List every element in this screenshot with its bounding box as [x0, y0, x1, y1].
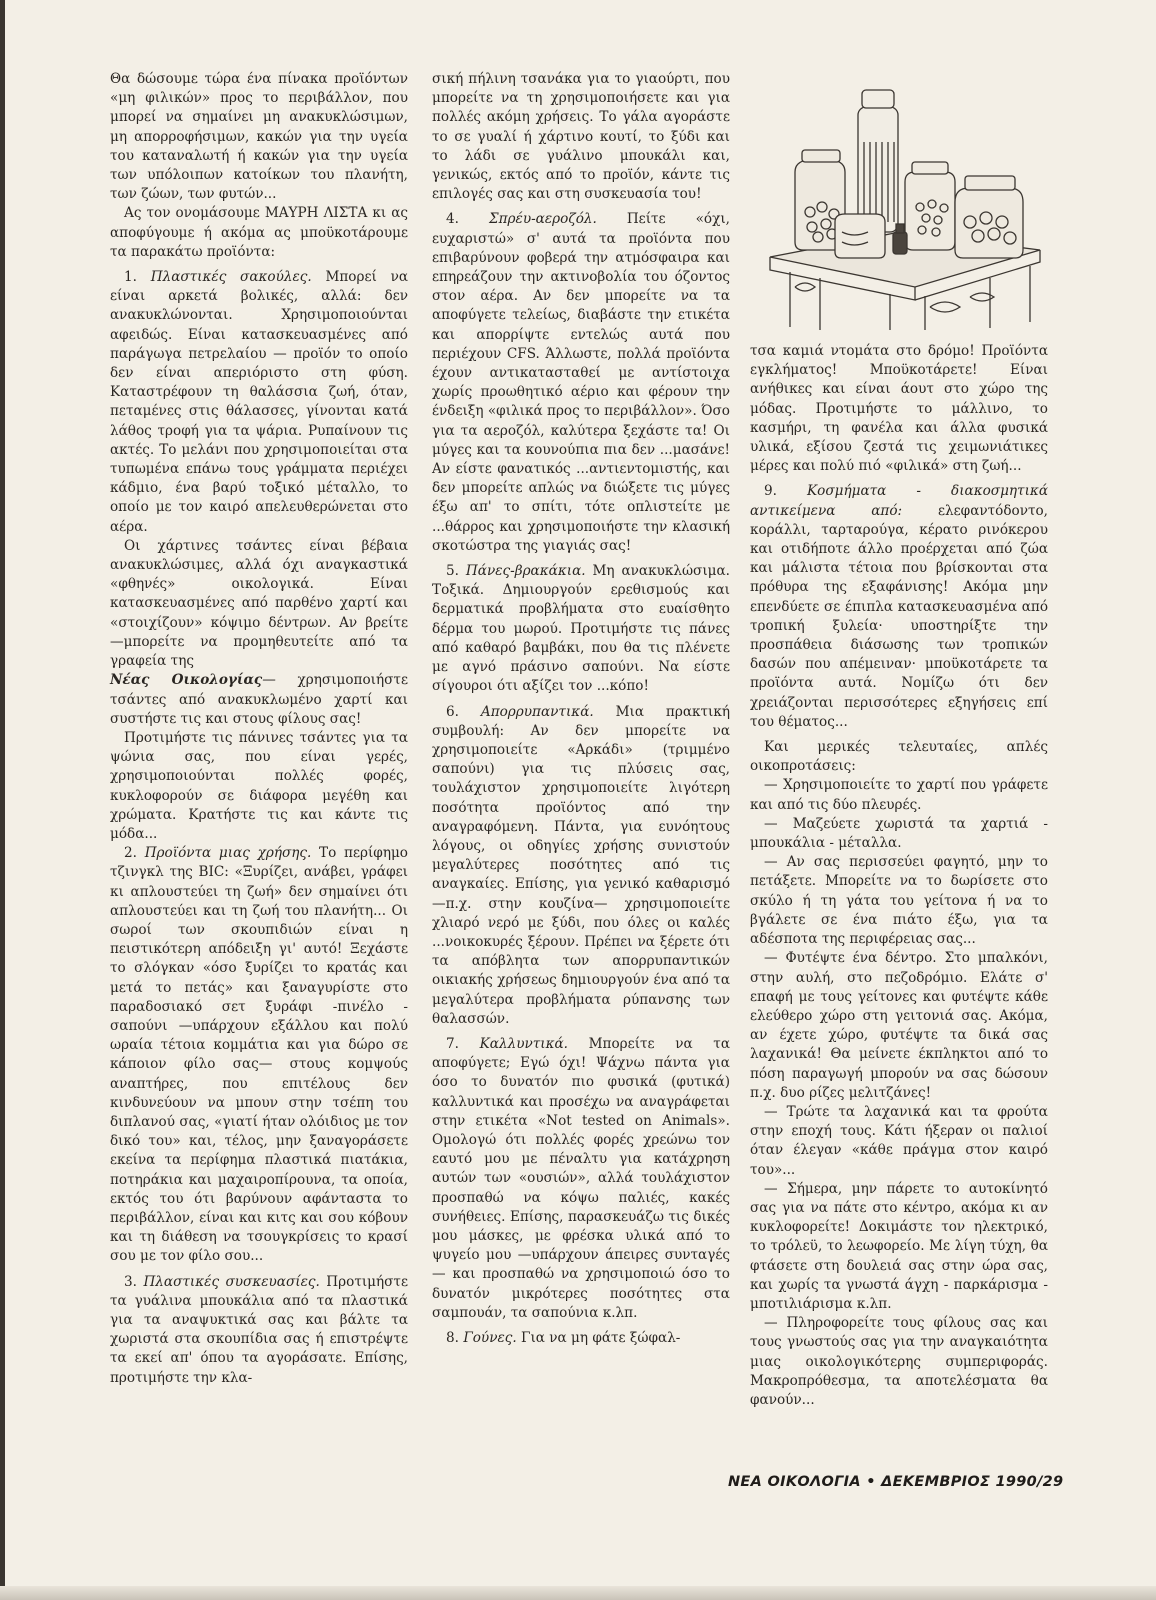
text-column-1	[110, 70, 408, 1388]
tip-item: — Τρώτε τα λαχανικά και τα φρούτα στην εποχή τους. Κάτι ήξεραν οι παλιοί όταν έλεγαν «κάθε πράγμα στον καιρό του»...	[750, 1103, 1048, 1178]
tip-item: — Πληροφορείτε τους φίλους σας και τους γνωστούς σας για την αναγκαιότητα μιας οικολογικότερης συμπεριφοράς. Μακροπρόθεσμα, τα αποτελέσματα θα φανούν...	[750, 1315, 1048, 1408]
list-item: 8. Γούνες. Για να μη φάτε ξώφαλ-	[446, 1330, 681, 1346]
paragraph: Ας τον ονομάσουμε ΜΑΥΡΗ ΛΙΣΤΑ κι ας αποφύγουμε ή ακόμα ας μποϋκοτάρουμε τα παρακάτω προϊόντα:	[110, 205, 408, 260]
tip-item: — Φυτέψτε ένα δέντρο. Στο μπαλκόνι, στην αυλή, στο πεζοδρόμιο. Ελάτε σ' επαφή με τους γείτονες και φυτέψτε κάθε ελεύθερο χώρο στη γειτονιά σας. Ακόμα, αν έχετε χώρο, φυτέψτε τα δικά σας λαχανικά! Θα μείνετε έκπληκτοι από το πόση παραγωγή μπορούν να σας δώσουν π.χ. δυο ρίζες μελιτζάνες!	[750, 950, 1048, 1101]
item-title: Κοσμήματα - διακοσμητικά αντικείμενα από:	[750, 483, 1049, 519]
list-item: 1. Πλαστικές σακούλες. Μπορεί να είναι αρκετά βολικές, αλλά: δεν ανακυκλώνονται. Χρησιμοποιούνται αφειδώς. Είναι κατασκευασμένες από παράγωγα πετρελαίου — προϊόν το οποίο δεν είναι απεριόριστο στη φύση. Καταστρέφουν τη θαλάσσια ζωή, όταν, πεταμένες στις θάλασσες, γίνονται κατά λάθος τροφή για τα ψάρια. Ρυπαίνουν τις ακτές. Το μελάνι που χρησιμοποιείται στα τυπωμένα επάνω τους γράμματα περιέχει κάδμιο, ένα βαρύ τοξικό μέταλλο, το οποίο με τον καιρό απελευθερώνεται στο αέρα.	[110, 269, 409, 535]
scan-bottom-edge	[0, 1586, 1156, 1600]
jars-shelf-illustration	[750, 82, 1050, 332]
paragraph: σική πήλινη τσανάκα για το γιαούρτι, που μπορείτε να τη χρησιμοποιήσετε και για πολλές ακόμη χρήσεις. Το γάλα αγοράστε το σε γυαλί ή χάρτινο κουτί, το ξύδι και το λάδι σε γυάλινο μπουκάλι και, γενικώς, εκτός από το προϊόν, κάντε τις επιλογές σας και στη συσκευασία του!	[432, 71, 730, 203]
list-item: 3. Πλαστικές συσκευασίες. Προτιμήστε τα γυάλινα μπουκάλια από τα πλαστικά για τα αναψυκτικά σας και βάλτε τα χωριστά στα σκουπίδια σας ή επιστρέψτε τα εκεί απ' όπου τα αγοράσατε. Επίσης, προτιμήστε την κλα-	[110, 1273, 408, 1386]
paragraph: Νέας Οικολογίας— χρησιμοποιήστε τσάντες από ανακυκλωμένο χαρτί και συστήστε τις και στους φίλους σας!	[110, 672, 408, 727]
item-title: Γούνες.	[463, 1330, 517, 1346]
list-item: 9. Κοσμήματα - διακοσμητικά αντικείμενα από: ελεφαντόδοντο, κοράλλι, ταρταρούγα, κέρατο ρινόκερου και οτιδήποτε άλλο προέρχεται από ζώα και μάλιστα τέτοια που βρίσκονται στα πρόθυρα της εξαφάνισης! Ακόμα μην επενδύετε σε έπιπλα κατασκευασμένα από τροπική ξυλεία· υποστηρίξτε την προσπάθεια διάσωσης των τροπικών δασών που απέμειναν· μποϋκοτάρετε τα προϊόντα αυτά. Νομίζω ότι δεν χρειάζονται περισσότερες εξηγήσεις επί του θέματος...	[750, 483, 1049, 730]
item-title: Σπρέυ-αεροζόλ.	[488, 211, 597, 228]
page-footer: ΝΕΑ ΟΙΚΟΛΟΓΙΑ • ΔΕΚΕΜΒΡΙΟΣ 1990/29	[728, 1474, 1064, 1490]
text-column-2	[432, 70, 730, 1348]
text-column-3	[750, 342, 1048, 1410]
list-item: 7. Καλλυντικά. Μπορείτε να τα αποφύγετε; Εγώ όχι! Ψάχνω πάντα για όσο το δυνατόν πιο φυσικά (φυτικά) καλλυντικά και προσέχω να αναγράφεται στην ετικέτα «Not tested on Animals». Ομολογώ ότι πολλές φορές χρεώνω τον εαυτό μου με πέναλτυ για κατάχρηση αυτών των «ουσιών», αλλά τουλάχιστον προσπαθώ να κόψω παλιές, κακές συνήθειες. Επίσης, παρασκευάζω τις δικές μου μάσκες, με φρέσκα υλικά από το ψυγείο μου —υπάρχουν άπειρες συνταγές— και προσπαθώ να χρησιμοποιώ όσο το δυνατόν μικρότερες ποσότητες στα σαμπουάν, τα σαπούνια κ.λπ.	[432, 1035, 730, 1321]
item-title: Πλαστικές σακούλες.	[150, 269, 312, 286]
list-item: 2. Προϊόντα μιας χρήσης. Το περίφημο τζινγκλ της BIC: «Ξυρίζει, ανάβει, γράφει κι απλουστεύει τη ζωή» δεν σημαίνει ότι απλουστεύει και τη ζωή του πλανήτη... Οι σωροί των σκουπιδιών είναι η πειστικότερη απόδειξη γι' αυτό! Ξεχάστε το σλόγκαν «όσο ξυρίζει το κρατάς και μετά το πετάς» και ξαναγυρίστε στο παραδοσιακό σετ ξυράφι -πινέλο - σαπούνι —υπάρχουν εξάλλου και πολύ ωραία τέτοια κομμάτια και για δώρο σε κάποιον φίλο σας— στους κομψούς αναπτήρες, που επιτέλους δεν κινδυνεύουν να μπουν στην τσέπη του διπλανού σας, «γιατί ήταν ολόιδιος με τον δικό του» και, τέλος, μην ξαναγοράσετε εκείνα τα περίφημα πλαστικά πιατάκια, ποτηράκια και μαχαιροπίρουνα, τα οποία, εκτός του ότι βαρύνουν αφάνταστα το περιβάλλον, είναι και κιτς και σου κόβουν και τη διάθεση να τσουγκρίσεις το κρασί σου με τον φίλο σου...	[110, 845, 408, 1265]
item-title: Απορρυπαντικά.	[480, 703, 594, 720]
paragraph: Και μερικές τελευταίες, απλές οικοπροτάσεις:	[750, 739, 1048, 775]
magazine-name: Νέας Οικολογίας	[110, 672, 263, 689]
tip-item: — Μαζεύετε χωριστά τα χαρτιά - μπουκάλια - μέταλλα.	[750, 815, 1048, 852]
item-title: Προϊόντα μιας χρήσης.	[144, 845, 312, 862]
tip-item: — Σήμερα, μην πάρετε το αυτοκίνητό σας για να πάτε στο κέντρο, ακόμα κι αν κυκλοφορείτε! Δοκιμάστε τον ηλεκτρικό, το τρόλεϋ, το λεωφορείο. Με λίγη τύχη, θα φτάσετε στη δουλειά σας στην ώρα σας, και χωρίς τα γνωστά άγχη - παρκάρισμα - μποτιλιάρισμα κ.λπ.	[750, 1180, 1048, 1312]
list-item: 4. Σπρέυ-αεροζόλ. Πείτε «όχι, ευχαριστώ» σ' αυτά τα προϊόντα που επιβαρύνουν φοβερά την ατμόσφαιρα και επηρεάζουν την ακτινοβολία του όζοντος στον αέρα. Αν δεν μπορείτε να τα αποφύγετε τελείως, διαβάστε την ετικέτα και απορρίψτε εντελώς αυτά που περιέχουν CFS. Άλλωστε, πολλά προϊόντα έχουν αντικατασταθεί με αντίστοιχα χωρίς προωθητικό αέριο και φέρουν την ένδειξη «φιλικά προς το περιβάλλον». Όσο για τα αεροζόλ, καλύτερα ξεχάστε τα! Οι μύγες και τα κουνούπια πια δεν ...μασάνε! Αν είστε φανατικός ...αντιεντομιστής, και δεν μπορείτε απλώς να διώξετε τις μύγες έξω απ' το σπίτι, τότε οπλιστείτε με ...θάρρος και χρησιμοποιήστε την κλασική σκοτώστρα της γιαγιάς σας!	[432, 211, 730, 554]
tip-item: — Αν σας περισσεύει φαγητό, μην το πετάξετε. Μπορείτε να το δωρίσετε στο σκύλο ή τη γάτα του γείτονα ή να το βγάλετε σε ένα πιάτο έξω, για τα αδέσποτα της περιφέρειας σας...	[750, 854, 1048, 948]
paragraph: Οι χάρτινες τσάντες είναι βέβαια ανακυκλώσιμες, αλλά όχι αναγκαστικά «φθηνές» οικολογικά. Είναι κατασκευασμένες από παρθένο χαρτί και «στοιχίζουν» κόψιμο δέντρων. Αν βρείτε —μπορείτε να προμηθευτείτε από τα γραφεία της	[110, 537, 408, 670]
paragraph: Προτιμήστε τις πάνινες τσάντες για τα ψώνια σας, που είναι γερές, χρησιμοποιούνται πολλές φορές, κυκλοφορούν σε διάφορα μεγέθη και χρώματα. Κρατήστε τις και κάντε τις μόδα...	[110, 729, 408, 842]
item-title: Πάνες-βρακάκια.	[465, 563, 586, 580]
tip-item: — Χρησιμοποιείτε το χαρτί που γράφετε και από τις δύο πλευρές.	[750, 777, 1048, 813]
paragraph: τσα καμιά ντομάτα στο δρόμο! Προϊόντα εγκλήματος! Μποϋκοτάρετε! Είναι ανήθικες και είναι άουτ στο χώρο της μόδας. Προτιμήστε το μάλλινο, το κασμήρι, τη φανέλα και άλλα φυσικά υλικά, εξίσου ζεστά τις χειμωνιάτικες μέρες και πολύ πιό «φιλικά» στη ζωή...	[750, 343, 1048, 475]
item-title: Καλλυντικά.	[479, 1035, 568, 1052]
item-title: Πλαστικές συσκευασίες.	[143, 1273, 320, 1290]
list-item: 5. Πάνες-βρακάκια. Μη ανακυκλώσιμα. Τοξικά. Δημιουργούν ερεθισμούς και δερματικά προβλήματα στο ευαίσθητο δέρμα του μωρού. Προτιμήστε τις πάνες από καθαρό βαμβάκι, που θα τις πλένετε με αγνό πράσινο σαπούνι. Να είστε σίγουροι ότι αξίζει τον ...κόπο!	[432, 563, 730, 695]
page-binding-edge	[0, 0, 5, 1600]
list-item: 6. Απορρυπαντικά. Μια πρακτική συμβουλή: Αν δεν μπορείτε να χρησιμοποιείτε «Αρκάδι» (τριμμένο σαπούνι) για τις πλύσεις σας, τουλάχιστον χρησιμοποιείτε λιγότερη ποσότητα προϊόντος από την αναγραφόμενη. Πάντα, για ευνόητους λόγους, οι οδηγίες χρήσης συνιστούν μεγαλύτερες ποσότητες από τις αναγκαίες. Επίσης, για γενικό καθαρισμό —π.χ. στην κουζίνα— χρησιμοποιείτε χλιαρό νερό με ξύδι, που όλες οι καλές ...νοικοκυρές ξέρουν. Πρέπει να ξέρετε ότι τα απόβλητα των απορρυπαντικών οικιακής χρήσεως δημιουργούν ένα από τα μεγαλύτερα προβλήματα ρύπανσης των θαλασσών.	[432, 703, 730, 1027]
paragraph: Θα δώσουμε τώρα ένα πίνακα προϊόντων «μη φιλικών» προς το περιβάλλον, που μπορεί να σημαίνει μη ανακυκλώσιμων, μη απορροφήσιμων, κακών για την υγεία του καταναλωτή ή κακών για την υγεία των υπόλοιπων κατοίκων του πλανήτη, των ζώων, των φυτών...	[110, 71, 408, 203]
